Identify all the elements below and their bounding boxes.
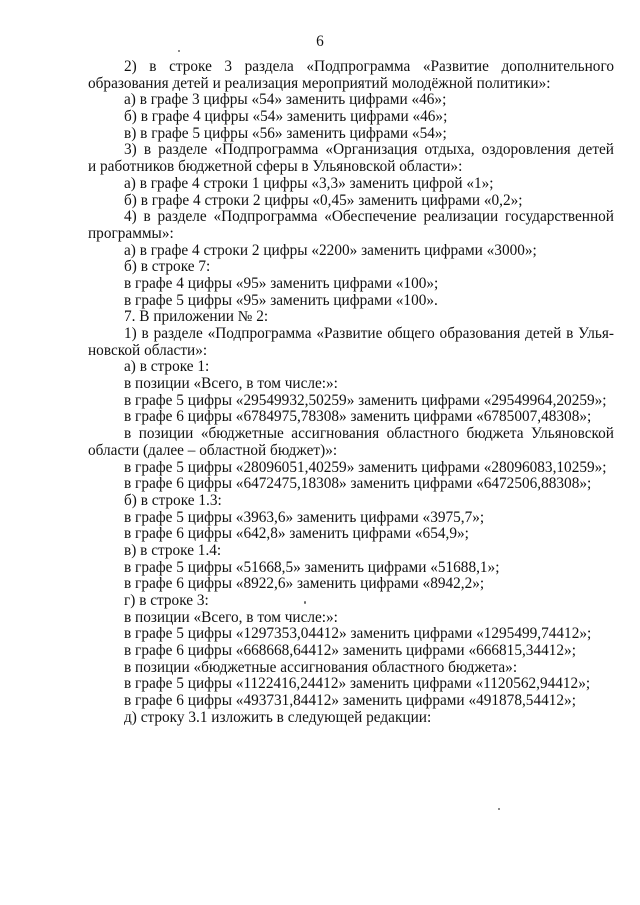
text-line: в позиции «бюджетные ассигнования областного бюджета Ульяновской — [124, 425, 614, 443]
text-line: в позиции «Всего, в том числе:»: — [124, 375, 338, 393]
scan-speck — [498, 808, 500, 810]
text-line: в графе 6 цифры «6784975,78308» заменить цифрами «6785007,48308»; — [124, 408, 592, 426]
text-line: программы»: — [88, 224, 174, 242]
text-line: а) в графе 4 строки 1 цифры «3,3» заменить цифрой «1»; — [124, 174, 494, 192]
text-line: в графе 6 цифры «668668,64412» заменить цифрами «666815,34412»; — [124, 642, 576, 660]
text-line: 1) в разделе «Подпрограмма «Развитие общего образования детей в Улья- — [124, 325, 614, 342]
text-line: области (далее – областной бюджет)»: — [88, 441, 338, 459]
text-line: в графе 6 цифры «6472475,18308» заменить цифрами «6472506,88308»; — [124, 475, 592, 493]
text-line: новской области»: — [88, 341, 208, 359]
text-line: б) в строке 1.3: — [124, 491, 222, 509]
text-line: и работников бюджетной сферы в Ульяновской области»: — [88, 158, 463, 176]
text-line: 3) в разделе «Подпрограмма «Организация отдыха, оздоровления детей — [124, 141, 614, 159]
text-line: в графе 5 цифры «29549932,50259» заменить цифрами «29549964,20259»; — [124, 391, 607, 409]
text-line: в графе 5 цифры «28096051,40259» заменить цифрами «28096083,10259»; — [124, 458, 607, 476]
text-line: в позиции «Всего, в том числе:»: — [124, 608, 338, 626]
text-line: в графе 5 цифры «1297353,04412» заменить цифрами «1295499,74412»; — [124, 625, 592, 643]
text-line: 7. В приложении № 2: — [124, 308, 269, 326]
text-line: в) в строке 1.4: — [124, 541, 222, 559]
text-line: б) в строке 7: — [124, 258, 211, 276]
text-line: в графе 5 цифры «95» заменить цифрами «100». — [124, 291, 438, 309]
text-line: б) в графе 4 цифры «54» заменить цифрами «46»; — [124, 108, 448, 126]
text-line: в графе 6 цифры «493731,84412» заменить цифрами «491878,54412»; — [124, 692, 576, 710]
text-line: в графе 5 цифры «51668,5» заменить цифрами «51688,1»; — [124, 558, 500, 576]
text-line: в позиции «бюджетные ассигнования областного бюджета»: — [124, 658, 518, 676]
text-line: образования детей и реализация мероприятий молодёжной политики»: — [88, 74, 551, 92]
text-line: б) в графе 4 строки 2 цифры «0,45» заменить цифрами «0,2»; — [124, 191, 523, 209]
text-line: д) строку 3.1 изложить в следующей редакции: — [124, 708, 432, 726]
text-line: в графе 5 цифры «1122416,24412» заменить цифрами «1120562,94412»; — [124, 675, 591, 693]
text-line: 4) в разделе «Подпрограмма «Обеспечение реализации государственной — [124, 208, 614, 226]
text-line: в) в графе 5 цифры «56» заменить цифрами «54»; — [124, 124, 447, 142]
text-line: в графе 5 цифры «3963,6» заменить цифрами «3975,7»; — [124, 508, 485, 526]
text-line: 2) в строке 3 раздела «Подпрограмма «Развитие дополнительного — [124, 58, 614, 75]
page-number: 6 — [316, 33, 324, 50]
scan-speck — [304, 601, 306, 604]
text-line: а) в графе 3 цифры «54» заменить цифрами «46»; — [124, 91, 447, 109]
scan-speck — [178, 50, 180, 52]
text-line: а) в графе 4 строки 2 цифры «2200» заменить цифрами «3000»; — [124, 241, 537, 259]
text-line: г) в строке 3: — [124, 592, 209, 609]
text-line: в графе 6 цифры «642,8» заменить цифрами «654,9»; — [124, 525, 469, 543]
text-line: в графе 4 цифры «95» заменить цифрами «100»; — [124, 274, 439, 292]
text-line: а) в строке 1: — [124, 358, 210, 376]
document-body — [88, 59, 614, 727]
text-line: в графе 6 цифры «8922,6» заменить цифрами «8942,2»; — [124, 575, 485, 593]
